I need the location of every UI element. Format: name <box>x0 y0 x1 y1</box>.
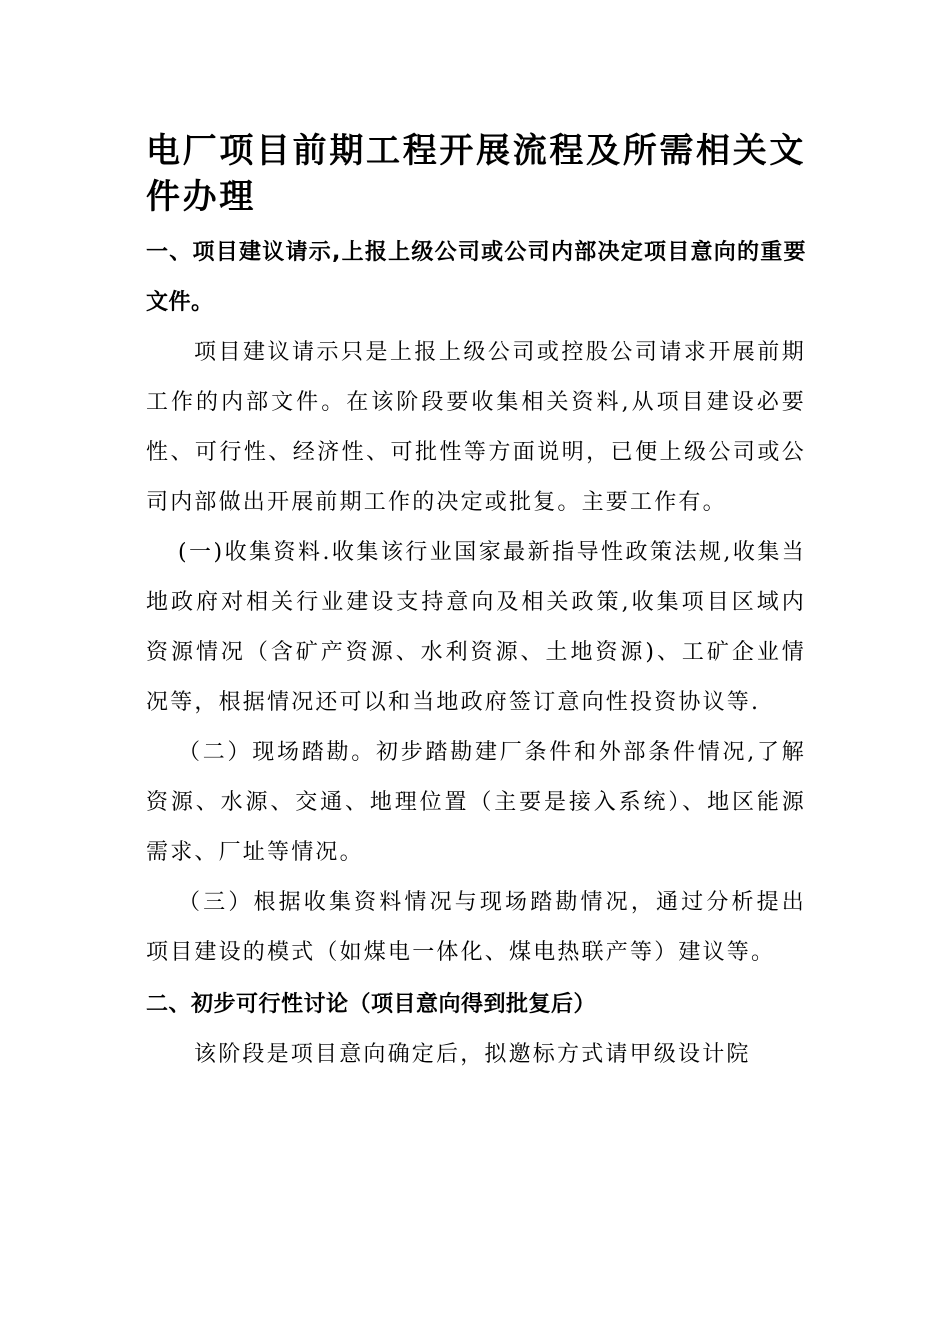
section-1-item-1: (一)收集资料.收集该行业国家最新指导性政策法规,收集当地政府对相关行业建设支持意向及相关政策,收集项目区域内资源情况（含矿产资源、水利资源、土地资源)、工矿企业情况等，根据情况还可以和当地政府签订意向性投资协议等. <box>146 540 806 715</box>
document-title: 电厂项目前期工程开展流程及所需相关文件办理 <box>146 131 806 217</box>
section-1-item-3: （三）根据收集资料情况与现场踏勘情况，通过分析提出项目建设的模式（如煤电一体化、煤电热联产等）建议等。 <box>146 890 806 965</box>
section-1-item-2: （二）现场踏勘。初步踏勘建厂条件和外部条件情况,了解资源、水源、交通、地理位置（主要是接入系统）、地区能源需求、厂址等情况。 <box>146 740 806 865</box>
section-1-intro: 项目建议请示只是上报上级公司或控股公司请求开展前期工作的内部文件。在该阶段要收集相关资料,从项目建设必要性、可行性、经济性、可批性等方面说明，已便上级公司或公司内部做出开展前期工作的决定或批复。主要工作有。 <box>146 340 806 515</box>
section-2-intro: 该阶段是项目意向确定后，拟邀标方式请甲级设计院 <box>194 1042 751 1067</box>
document-page <box>146 128 806 1080</box>
section-1-heading: 一、项目建议请示,上报上级公司或公司内部决定项目意向的重要文件。 <box>146 240 806 315</box>
section-2-heading: 二、初步可行性讨论（项目意向得到批复后） <box>146 992 597 1017</box>
